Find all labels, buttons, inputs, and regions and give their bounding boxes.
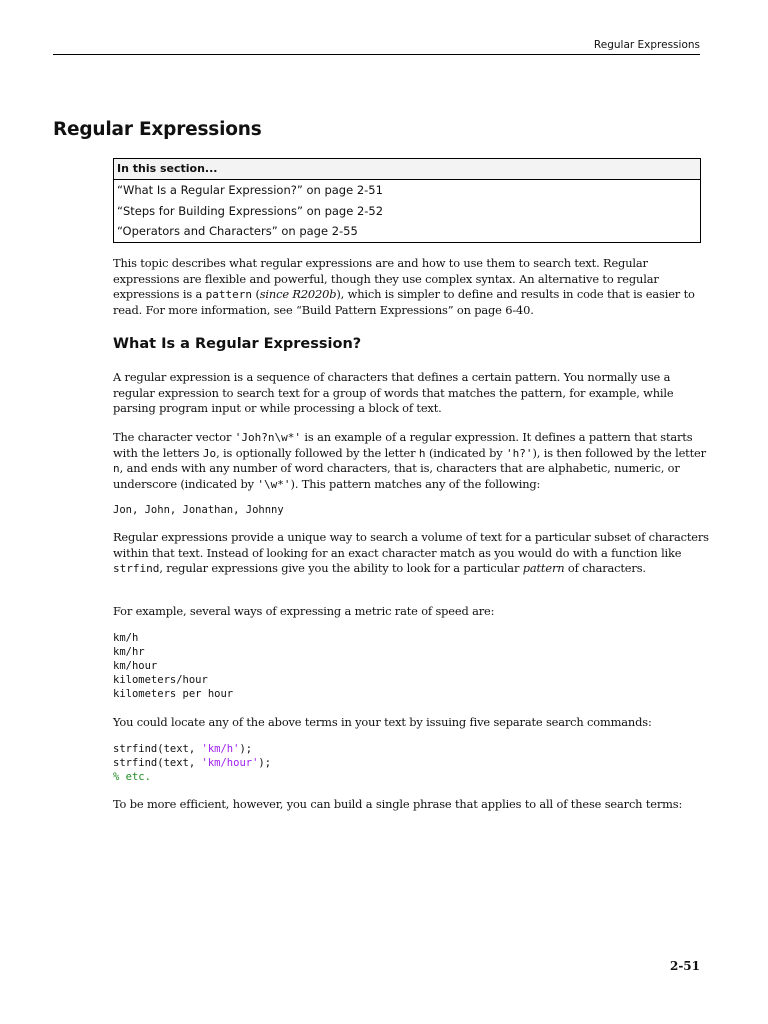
code-line: km/h [113,632,139,644]
running-header-title: Regular Expressions [593,39,700,51]
strfind-code[interactable]: strfind [113,562,160,576]
definition-paragraph: A regular expression is a sequence of characters that defines a certain pattern. You normally use a regular expression to search text for a group of words that matches the pattern, for example, while parsing program input or while processing a block of text. [113,370,674,416]
strfind-code-block [113,742,271,784]
intro-paragraph [113,256,713,318]
speed-terms-code [113,631,233,701]
code-text: strfind(text, [113,743,202,755]
text: Regular expressions provide a unique way to search a volume of text for a particular subset of characters within that text. Instead of looking for an exact character match as you would do with a function like [113,530,709,560]
code-line: km/hr [113,646,145,658]
code-text: strfind(text, [113,757,202,769]
toc-link-operators[interactable]: “Operators and Characters” on page 2-55 [117,224,358,238]
running-header [53,38,700,55]
intro-text-3: ), which is simpler to define and results in code that is easier to read. For more information, see “Build Pattern Expressions” on page 6-40. [113,287,695,317]
code-line: kilometers/hour [113,674,208,686]
text: (indicated by [425,445,506,460]
emphasis: pattern [522,561,565,576]
text: , regular expressions give you the ability to look for a particular [159,561,523,576]
code-line: km/hour [113,660,158,672]
inline-code: n [113,462,120,476]
search-commands-paragraph: You could locate any of the above terms in your text by issuing five separate search commands: [113,715,652,729]
text: , and ends with any number of word characters, that is, characters that are alphabetic, numeric, or underscore (indicated by [113,461,680,491]
text: ), is then followed by the letter [532,445,706,460]
code-string: 'km/h' [201,743,240,755]
inline-code: '\w*' [257,477,291,491]
pattern-code[interactable]: pattern [205,288,252,302]
section-contents-heading: In this section... [114,159,700,180]
code-line: kilometers per hour [113,688,234,700]
text: The character vector [113,430,235,444]
intro-text-2: ( [251,287,260,302]
intro-text-1: This topic describes what regular expressions are and how to use them to search text. Regular expressions are flexible and powerful, though they use complex syntax. An alternative to regular expressions is a [113,256,659,302]
efficiency-paragraph: To be more efficient, however, you can build a single phrase that applies to all of these search terms: [113,797,683,811]
code-comment: % etc. [113,771,151,783]
section-heading: What Is a Regular Expression? [113,336,362,352]
section-contents-box [113,158,701,243]
page-number: 2-51 [669,959,700,973]
since-release-note: since R2020b [259,287,337,302]
inline-code: 'h?' [506,446,533,460]
speed-intro-paragraph: For example, several ways of expressing a metric rate of speed are: [113,604,495,618]
inline-code: 'Joh?n\w*' [234,431,301,444]
code-text: ); [258,757,272,769]
code-string: 'km/hour' [201,757,259,769]
example-paragraph [113,430,713,492]
strfind-paragraph [113,530,713,577]
toc-link-what-is[interactable]: “What Is a Regular Expression?” on page 2-51 [117,183,383,197]
page-title: Regular Expressions [53,119,262,140]
toc-link-steps[interactable]: “Steps for Building Expressions” on page 2-52 [117,203,384,218]
code-text: ); [239,743,253,755]
matched-names-code: Jon, John, Jonathan, Johnny [113,504,284,516]
text: ). This pattern matches any of the following: [290,476,541,491]
text: is an example of a regular expression. It defines a pattern that starts with the letters [113,430,693,460]
text: of characters. [564,561,646,576]
inline-code: h [418,446,426,460]
text: , is optionally followed by the letter [216,445,419,460]
inline-code: Jo [202,446,217,460]
